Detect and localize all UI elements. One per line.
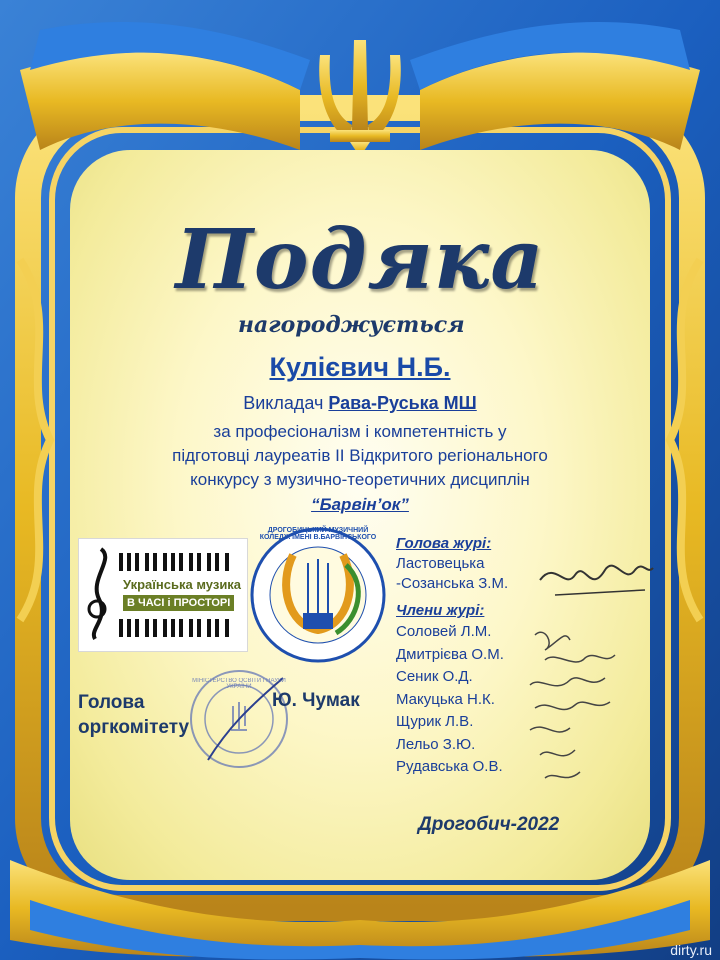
jury-member: Щурик Л.В. <box>396 713 474 730</box>
reason-line-3: конкурсу з музично-теоретичних дисциплін <box>190 470 530 489</box>
college-logo <box>248 525 388 665</box>
watermark: dirty.ru <box>670 942 712 958</box>
jury-members-list <box>396 621 508 779</box>
jury-head-label: Голова журі: <box>396 535 492 552</box>
jury-member: Рудавська О.В. <box>396 758 503 775</box>
music-logo <box>78 538 248 652</box>
music-logo-line1: Українська музика <box>123 577 242 592</box>
reason-line-1: за професіоналізм і компетентність у <box>213 422 507 441</box>
recipient-role <box>0 393 720 414</box>
lyre-emblem-icon <box>248 525 388 665</box>
organization-name: Рава-Руська МШ <box>328 393 477 413</box>
role-prefix: Викладач <box>243 393 324 413</box>
orgcommittee-head-name: Ю. Чумак <box>272 690 360 711</box>
jury-section <box>396 535 508 779</box>
jury-member: Сеник О.Д. <box>396 668 473 685</box>
orgcommittee-label-line2: оргкомітету <box>78 717 190 738</box>
city-year: Дрогобич-2022 <box>418 814 560 835</box>
official-stamp <box>188 668 290 770</box>
jury-head-name-line1: Ластовецька <box>396 555 485 572</box>
certificate-title: Подяка <box>175 212 545 308</box>
jury-member: Соловей Л.М. <box>396 623 492 640</box>
reason-line-2: підготовці лауреатів II Відкритого регіонального <box>172 446 548 465</box>
jury-member: Лельо З.Ю. <box>396 735 476 753</box>
recipient-name <box>0 352 720 383</box>
music-logo-line2: В ЧАСІ і ПРОСТОРІ <box>123 595 234 611</box>
jury-member: Дмитрієва О.М. <box>396 645 504 663</box>
jury-head-name-line2: -Созанська З.М. <box>396 575 509 592</box>
college-ring-text: ДРОГОБИЦЬКИЙ МУЗИЧНИЙ КОЛЕДЖ ІМЕНІ В.БАРВІНСЬКОГО <box>259 527 377 541</box>
jury-members-label: Члени журі: <box>396 602 485 619</box>
orgcommittee-label <box>78 690 189 740</box>
jury-head-signature <box>535 540 655 610</box>
recipient-name-text: Кулієвич Н.Б. <box>269 352 451 382</box>
orgcommittee-label-line1: Голова <box>78 692 145 713</box>
awarded-text: нагороджується <box>238 312 465 338</box>
jury-members-signatures <box>515 620 635 790</box>
competition-name: “Барвін’ок” <box>311 495 409 514</box>
stamp-ring-text: МІНІСТЕРСТВО ОСВІТИ І НАУКИ УКРАЇНИ <box>192 678 286 690</box>
jury-member: Макуцька Н.К. <box>396 690 495 708</box>
